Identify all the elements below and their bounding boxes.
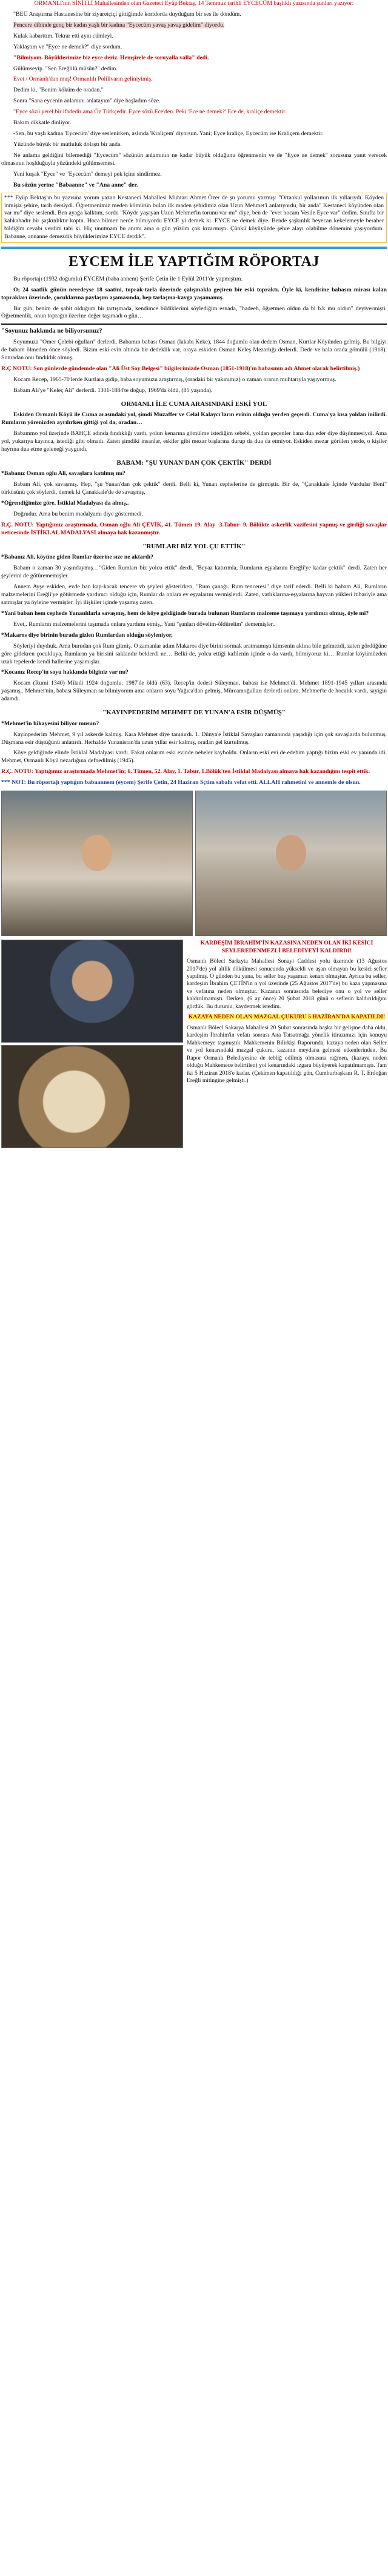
second-paragraph: Bir gün, benim de şahit olduğum bir tartışmada, kendimce bildiklerimi söylediğim esnada, "hadeeh, öğretmen oldun da bi b.k mu oldun" deyivermişti. Öğretmenlik, onun toprağın üzerine değer taşımadı o gün… xyxy=(1,305,387,320)
paragraph-annem: Annem Ayşe eskiden, evde ban kap-kacak tencere vb şeyleri gösterirken, "Rum çanağı. Rum tenceresi" diye tarif ederdi. Belli ki babam Ali, Rumların malzemelerini Ereğli'ye götürmede yardımcı olduğu için, Rumlar da onlara ev eşyalarını vermişlerdi. Zaten, vatlıklarına-eşyalarına hayvan yükleri itibariyle ama satmışlar ya öyleine vermişler. İyi ilişkiler içinde yaşamış zaten. xyxy=(1,583,387,606)
intro-line-11: "Eyce sözü yerel bir ifadedir ama Öz Türkçedir. Eyce sözü Ece'den. Peki 'Ece ne demek?' Ece de, kraliçe demektir. xyxy=(13,108,287,116)
section-ormanli: ORMANLI İLE CUMA ARASINDAKİ ESKİ YOL xyxy=(121,400,267,408)
first-paragraph: O; 24 saatlik günün neredeyse 18 saatini, toprak-tarla üzerinde çalışmakla geçiren bir eski topraktı. Öyle ki, kendisine babasın mirası kalan toprakları üzerinde, çocuklarına paylaşım aşamasında, hep tarlaşma-kavga yaşamamış. xyxy=(1,286,387,301)
article-page xyxy=(0,0,388,1150)
bottom-body-2: Osmanlı Bölecl Sakarya Mahallesi 20 Şubat sonrasında başka bir gelişme daha oldu, kardeşim İbrahim'in vefatı sonrası Ana Tatsatmağa yönelik itirazımızı için konuyu Mahkemeye taşımıştık. Mahkemenin Bilirkişi Raporunda, kazaya neden olan Seller ve yol kenarındaki mazgal çukuru, kazanın meydana gelmesi etkenlerinden. Bu Rapor Ormanlı Belediyesine de tebliğ edilmiş olmasına rağmen, (kazaya neden olduğu Mahkemece belirtilen) yol kenarındaki ızgara büyüyerek kapatılmamıştı. Tam iki 5 Haziran 2018'e kadar. (Çekimen kapatıldığı gün, Cumhurbaşkanı R. T. Erdoğan Ereğli mitingine gelmişti.) xyxy=(187,1024,387,1084)
rc-note-2: R.Ç. NOTU: Yaptığımız araştırmada, Osman oğlu Ali ÇEVİK, 41. Tümen 19. Alay -3.Tabur- 9. Bölükte askerlik vazifesini yapmış ve girdiği savaşlar neticesinde İSTİKLAL MADALYASI almaya hak kazanmıştır. xyxy=(1,522,387,536)
intro-block xyxy=(1,0,387,243)
intro-line-2: "BEÜ Araştırma Hastanesine bir ziyaretçiçi gittiğimde koridorda duyduğum bir ses ile döndüm. xyxy=(13,10,241,18)
question-mehmet: *Mehmet'in hikayesini biliyor musun? xyxy=(1,720,99,727)
article-title: EYCEM İLE YAPTIĞIM RÖPORTAJ xyxy=(69,254,319,270)
question-babaniz-ali: *Babanız Ali, köyüne giden Rumlar üzerine sıze ne aktardı? xyxy=(1,554,154,561)
photo-couple xyxy=(195,791,387,936)
intro-line-4: Kulak kabarttım. Tekrar etti aynı cümleyi. xyxy=(13,32,113,39)
section-kayinpeder: "KAYINPEDERİM MEHMET DE YUNAN'A ESİR DÜŞMÜŞ" xyxy=(102,709,286,717)
answer-soyunuz: Soyumuza "Ömer Çelebi oğulları" derlerdi. Babamın babası Osman (lakabı Keke), 1844 doğumlu olan dedem Osman, Kurtlar Köyünden gelmiş. Bu bilgiyi de babam ölmeden önce söyledi. Bizim eski evin altında bir dedeklik var, oraya eskiden Osman Keleş Mezarlığı derlerdi. Dede ve hala orada gömülü (1918). Sonradan onu fındıklık olmuş. xyxy=(1,339,387,362)
intro-line-13: -Sen, bu yaşlı kadına 'Eycecüm' diye seslenirken, aslında 'Kraliçem' diyorsun. Yani; Eyce kraliçe, Eycecüm ise Kraliçem demektir. xyxy=(13,130,324,138)
divider xyxy=(1,324,387,325)
answer-kayinpederim: Kayınpederim Mehmet, 9 yıl askerde kalmış. Kara Mehmet diye tanınırdı. 1. Dünya'e İstiklal Savaşları zamanında yaşadığı için çok savaşlarda bulunmuş. Düşmana esir düştüğünü anlatırdı. Herhalde Yunanistan'da uzun yıllar esir kalmış, oradan gel kurtulmuş. xyxy=(1,731,387,746)
paragraph-kocam: Kocam Recep, 1965-70'lerde Kurtlara gidip, baba soyumuzu araştırmış, (oradaki bir yakınımız) o zaman oranın muhtarıyla yaşıyormuş. xyxy=(13,376,336,383)
intro-line-14: Yüzünde büyük bir mutluluk dolaştı bir anda. xyxy=(13,141,122,148)
intro-paragraph: Bu röportajı (1932 doğumlu) EYCEM (baba annem) Şerife Çetin ile 1 Eylül 2011'de yapmıştım. xyxy=(13,275,242,282)
intro-line-6: "Bilmiyom. Böyüklerimize biz eyce deriz. Hemşirele de soruyalla valla" dedi. xyxy=(13,54,209,61)
answer-babam-ali: Babam Ali, çok savaşmış. Hep, "şu Yunan'dan çok çektik" derdi. Belli ki, Yunan cephelerine de girmiştir. Bir de, "Çanakkale İçinde Vurdular Beni" türküsünü çok söylerdi, demek ki Çanakkale'de de savaşmış, xyxy=(1,481,387,496)
photo-manhole xyxy=(1,1045,183,1148)
section-babam: BABAM: "ŞU YUNAN'DAN ÇOK ÇEKTİK" DERDİ xyxy=(116,459,272,466)
intro-line-8: Evet / Ormanlı'dan muş! Ormanlılı Polilivarın geliniyimiş. xyxy=(13,76,153,83)
paragraph-babammo: Babammo yol üzerinde BAHÇE adında fındıklığı vardı, yolun kenarına gömülme istediğim sebebi, yoldan geçenler bana dua eder diye düşünmesiydi. Ama yol, yukarıya kayınca, istediği gibi olmadı. Zaten şimdiki insanlar, eskiler gibi mezar başlarına durup da dua da etmiyor. Eskiden mezar görülen yerde, o kişiler hayrına dua etme geleneği yaygındı. xyxy=(1,430,387,453)
intro-line-16: Yeni kuşak "Eyce" ve "Eycecüm" demeyi pek içine sindirmez. xyxy=(13,170,162,178)
photo-woman-portrait xyxy=(1,791,193,936)
rc-note-3: R.Ç. NOTU: Yaptığımız araştırmada Mehmet'in; 6. Tümen, 52. Alay, 1. Tabur, 1.Bölük'ten İstiklal Madalyası almaya hak kazandığını tespit ettik. xyxy=(1,768,370,775)
paragraph-babam: Babam Ali'ye "Keleç Ali" derlerdi. 1301-1884'te doğup, 1969'da öldü, (85 yaşında). xyxy=(13,387,213,394)
question-makaros: *Makaros diye birinin burada gizlen Rumlardan olduğu söyleniyor, xyxy=(1,631,173,639)
bottom-body: Osmanlı Bölecl Sarkıyta Mahallesi Sonayi Caddesi yolu üzerinde (13 Ağustos 2017'de) yol altlik dökülmesi sonucunda yükseldi ve aşan olmayan bu kesici sefier yapılmış. O günden bu yana, bu seller buş yaşaman kenarı olmuştur. Ayrıca bu seller, kardeşim İbrahim ÇETİN'in o yol üzerinde (25 Ağustos 2017'de) bu kaza yapmasına ve vefatına neden olmuştur. Kazanın sonrasında belediye onu o yol ve seller kaldırılmamıştı. Derken, (6 ay önce) 20 Şubat 2018 günü o seflerin kaldırıldığını gördük. Bu durumu, kaydetmek istedim. xyxy=(187,958,387,1010)
bottom-caption-head: KARDEŞİM İBRAHİM'İN KAZASINA NEDEN OLAN İKİ KESİCİ SEYLEREDENMEZLİ BELEDİYEYİ KALDIRDI! xyxy=(200,940,373,954)
intro-line-7: Gülümseyip. "Sen Ereğlilü müsün?" dedim. xyxy=(13,65,118,72)
question-soyunuz: "Soyunuz hakkında ne biliyorsunuz? xyxy=(1,328,102,335)
bottom-caption-2: KAZAYA NEDEN OLAN MAZGAL ÇUKURU 5 HAZİRAN'DA KAPATILDI! xyxy=(188,1014,386,1021)
intro-line-15: Ne anlama geldiğini bilemediği "Eycecüm" sözünün anlamının ne kadar büyük olduğunu öğrenmenin ve de "Eyce ne demek" sorusuna yanıt verecek olmasının hoşlduğuyla yüzündeki gülümsemesi. xyxy=(1,151,387,167)
intro-line-9: Dedim ki, "Benim köküm de oradan." xyxy=(13,87,104,94)
bottom-section xyxy=(1,940,387,1150)
question-yani: *Yani baban hem cephede Yunanlılarla savaşmış, hem de köye geldiğinde burada bulunan Rumların malzeme taşımaya yardımcı olmuş, öyle mi? xyxy=(1,609,369,617)
section-divider xyxy=(1,247,387,249)
bottom-photos xyxy=(1,940,183,1150)
intro-line-1: ORMANLI'nın SİNİTLİ Mahallesinden olan Gazeteci Eyüp Bektaş, 14 Temmuz tarihli EYCECÜM başlıklı yazısında şunları yazıyor: xyxy=(34,0,354,7)
intro-line-18: *** Eyüp Bektaş'ın bu yazısına yorum yazan Kestaneci Mahallesi Muhtarı Ahmet Özer de şu yorumu yazmış: "Ortaokul yollarımın ilk yıllarıydı. Köyden inmişiz şehire, tarih dersiydi. Öğretmenimiz meden kömürün bulan ilk maden şehidimiz olan Uzun Mehmet'i anlatıyordu, bir anda" Kestaneci köyünden olan var mı" diye seslendi. Ben ayağa kalktım, sordu "Köyde yaşayan Uzun Mehmet'in torunu var mı" diye, ben de "evet hocam Vesile Eyce var" dedim. Sınıfta bir kahkahadır bir şaşkınlıktır koptu. Hoca bilmez nerde bilmiyordu EYCE yi demek ki. EYCE ne demek diye. Bende şaşkınlık heyecan kekelemeyle beraber bildiğim cevabı verdim tabi ki. Hiç unutmam bu anımı ama o gün yüzüm çok kızarmıştı. Çünkü köyüyüzde şehre alayı olabilme dönemini yaşıyordum. Babanne, annanne demezdik büyüklerimize EYCE derdik". xyxy=(1,193,387,244)
section-rumlar: "RUMLARI BİZ YOL ÇU ETTİK" xyxy=(142,542,246,550)
bottom-text xyxy=(187,940,387,1150)
intro-line-3: Pencere dibinde genç bir kadın yaşlı bir kadına "Eycecüm yavaş yavaş gidelim" diyordu. xyxy=(13,21,225,28)
answer-babam-o: Babam o zaman 30 yaşındaymış…"Giden Rumları biz yolcu ettik" derdi. "Beyaz katırımla, Rumların eşyalarını Ereğli'ye kadar çektik" derdi. Zaten her şeylerini de götürememişler. xyxy=(1,565,387,580)
intro-line-17: Bu sözün yerine "Babaanne" ve "Ana anne" der. xyxy=(13,181,138,188)
final-note: *** NOT: Bu röportajı yaptığım babaannem (eycem) Şerife Çetin, 24 Haziran Sçtim sabahı vefat etti. ALLAH rahmetini ve annemle de olsun. xyxy=(1,779,361,786)
answer-evet: Evet,. Rumların malzemelerini taşımada onlara yardımı etmiş,. Yani "şunları dövelim-öldürelim" dememişler,. xyxy=(13,620,276,628)
question-kocaniz: *Kocanız Recep'in soyu hakkında bilginiz var mı? xyxy=(1,669,129,676)
photo-man xyxy=(1,940,183,1043)
photo-row xyxy=(1,791,387,936)
question-babaniz: *Babanız Osman oğlu Ali, savaşlara katılmış mı? xyxy=(1,470,125,477)
answer-soyleriyi: Söyleriyi duydıuk. Ama burudan çok Rum gitmiş. O zamanlar adım Makaros diye birini sormak aratmamıştı kimsenin aklına bile gelmezdi, zaten gördüğüne göre gidekren çocukluya, Rumların ya birisini saklandır beklerdi ne… Belki de, yolcu ettiği kafilenin içinde o da vardı, bilmiyoruz ki… Rumlar köyümüzden uzak tepelerde kendi hallerine yaşamışlar. xyxy=(1,642,387,665)
answer-dogrudur: Doğrudur. Ama bu benim madalyamı diye göstermedi. xyxy=(13,511,143,518)
intro-line-5: Yaklaştım ve "Eyce ne demek?" diye sordum. xyxy=(13,43,122,50)
question-ogrendiginiz: *Öğrendiğimize göre, İstiklal Madalyası da almış,. xyxy=(1,500,129,507)
paragraph-eskiden: Eskiden Ormanlı Köyü ile Cuma arasındaki yol, şimdi Muzaffer ve Celal Kalaycı'ların evinin olduğu yerden geçerdi. Cuma'ya kısa yoldan inilirdi. Rumların yörenizden ayrılırken gittiği yol da, oradan… xyxy=(1,411,387,427)
intro-line-12: Bakım dikkatle dinliyor. xyxy=(13,119,72,127)
intro-line-10: Sonra "Sana eycenin anlamını anlatayım" diye başladım söze. xyxy=(13,98,161,105)
rc-note-1: R.Ç NOTU: Son günlerde gündemde olan "Ali Üst Soy Belgesi" bilgilerimizde Osman (1851-1918)'ın babasının adı Ahmet olarak belirtilmiş.) xyxy=(1,365,360,373)
paragraph-koye: Köye geldiğinde elinde İstiklal Madalyası vardı. Fakat onlarım eski evinde neheler kayboldu. Onların eski evi de edebim yaptığı bizim eski ev yanında idi. Mehmet, Ormanlı Köyü nezarlığına defnedilmiş (1945). xyxy=(1,749,387,765)
answer-kocam-recep: Kocam (Rumi 1340) Miladi 1924 doğumlu. 1987'de öldü (63). Recep'in dedesi Süleyman, babası ise Mehmet'di. Mehmet 1891-1945 yılları arasında yaşamış,. Mehmet'nin, babası Süleyman su bilmiyorum ama onların soyu Yağıca'dan gelmiş, Mürcamoğulları derlerdi onlara. Mehmet'te de hocalık vardı, sayigin adamdı. xyxy=(1,680,387,703)
